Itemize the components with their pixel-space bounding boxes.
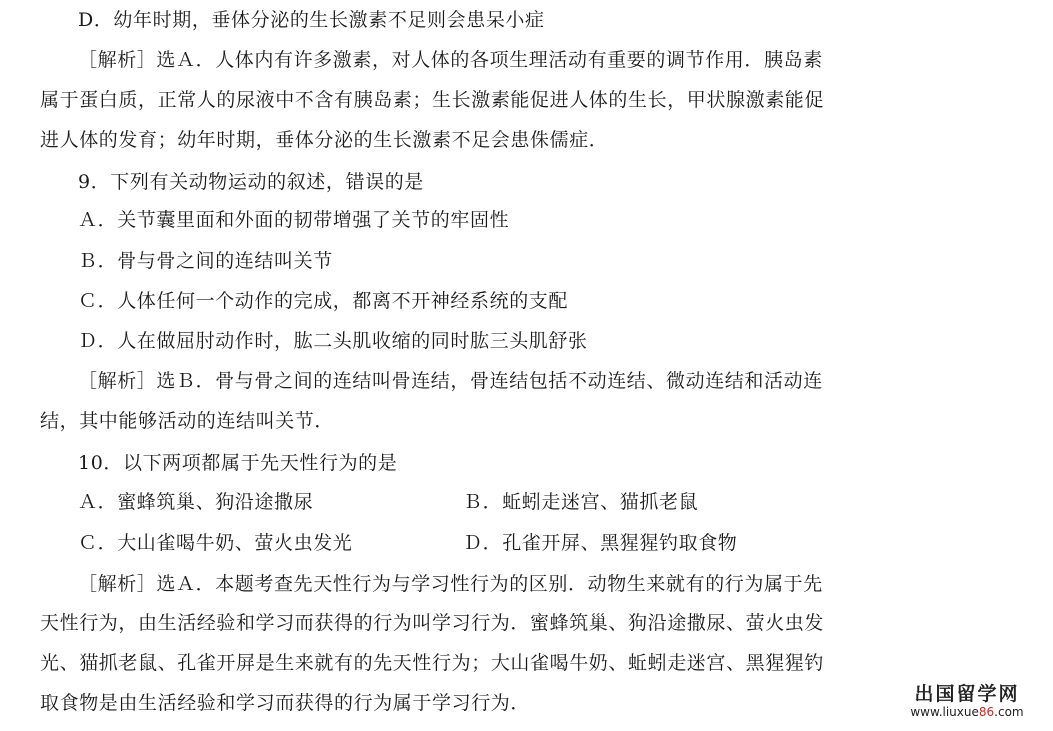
analysis-q9-line-2: 结，其中能够活动的连结叫关节． [40, 410, 335, 432]
watermark-url-suffix: .com [994, 705, 1024, 719]
analysis-q10-line-1: ［解析］选Ａ．本题考查先天性行为与学习性行为的区别．动物生来就有的行为属于先 [78, 573, 823, 595]
analysis-q9-line-1: ［解析］选Ｂ．骨与骨之间的连结叫骨连结，骨连结包括不动连结、微动连结和活动连 [78, 370, 823, 392]
site-watermark [893, 683, 1041, 723]
option-d-q10: Ｄ．孔雀开屏、黑猩猩钓取食物 [463, 532, 738, 554]
watermark-url [893, 705, 1041, 720]
question-10: 10．以下两项都属于先天性行为的是 [78, 452, 398, 474]
option-d-q9: Ｄ．人在做屈肘动作时，肱二头肌收缩的同时肱三头肌舒张 [78, 330, 588, 352]
analysis-q8-line-2: 属于蛋白质，正常人的尿液中不含有胰岛素；生长激素能促进人体的生长，甲状腺激素能促 [40, 89, 825, 111]
watermark-title: 出国留学网 [914, 683, 1020, 705]
analysis-q10-line-3: 光、猫抓老鼠、孔雀开屏是生来就有的先天性行为；大山雀喝牛奶、蚯蚓走迷宫、黑猩猩钓 [40, 652, 825, 674]
option-b-q9: Ｂ．骨与骨之间的连结叫关节 [78, 250, 333, 272]
option-b-q10: Ｂ．蚯蚓走迷宫、猫抓老鼠 [463, 491, 699, 513]
analysis-q8-line-1: ［解析］选Ａ．人体内有许多激素，对人体的各项生理活动有重要的调节作用．胰岛素 [78, 49, 823, 71]
option-d-q8: D．幼年时期，垂体分泌的生长激素不足则会患呆小症 [78, 9, 545, 31]
option-a-q10: Ａ．蜜蜂筑巢、狗沿途撒尿 [78, 491, 314, 513]
option-a-q9: Ａ．关节囊里面和外面的韧带增强了关节的牢固性 [78, 209, 510, 231]
watermark-url-number: 86 [978, 705, 995, 719]
analysis-q10-line-4: 取食物是由生活经验和学习而获得的行为属于学习行为． [40, 692, 531, 714]
watermark-url-prefix: www.liuxue [910, 705, 979, 719]
option-c-q9: Ｃ．人体任何一个动作的完成，都离不开神经系统的支配 [78, 290, 569, 312]
option-c-q10: Ｃ．大山雀喝牛奶、萤火虫发光 [78, 532, 353, 554]
analysis-q10-line-2: 天性行为，由生活经验和学习而获得的行为叫学习行为．蜜蜂筑巢、狗沿途撒尿、萤火虫发 [40, 612, 825, 634]
analysis-q8-line-3: 进人体的发育；幼年时期，垂体分泌的生长激素不足会患侏儒症． [40, 129, 609, 151]
question-9: 9．下列有关动物运动的叙述，错误的是 [78, 171, 424, 193]
